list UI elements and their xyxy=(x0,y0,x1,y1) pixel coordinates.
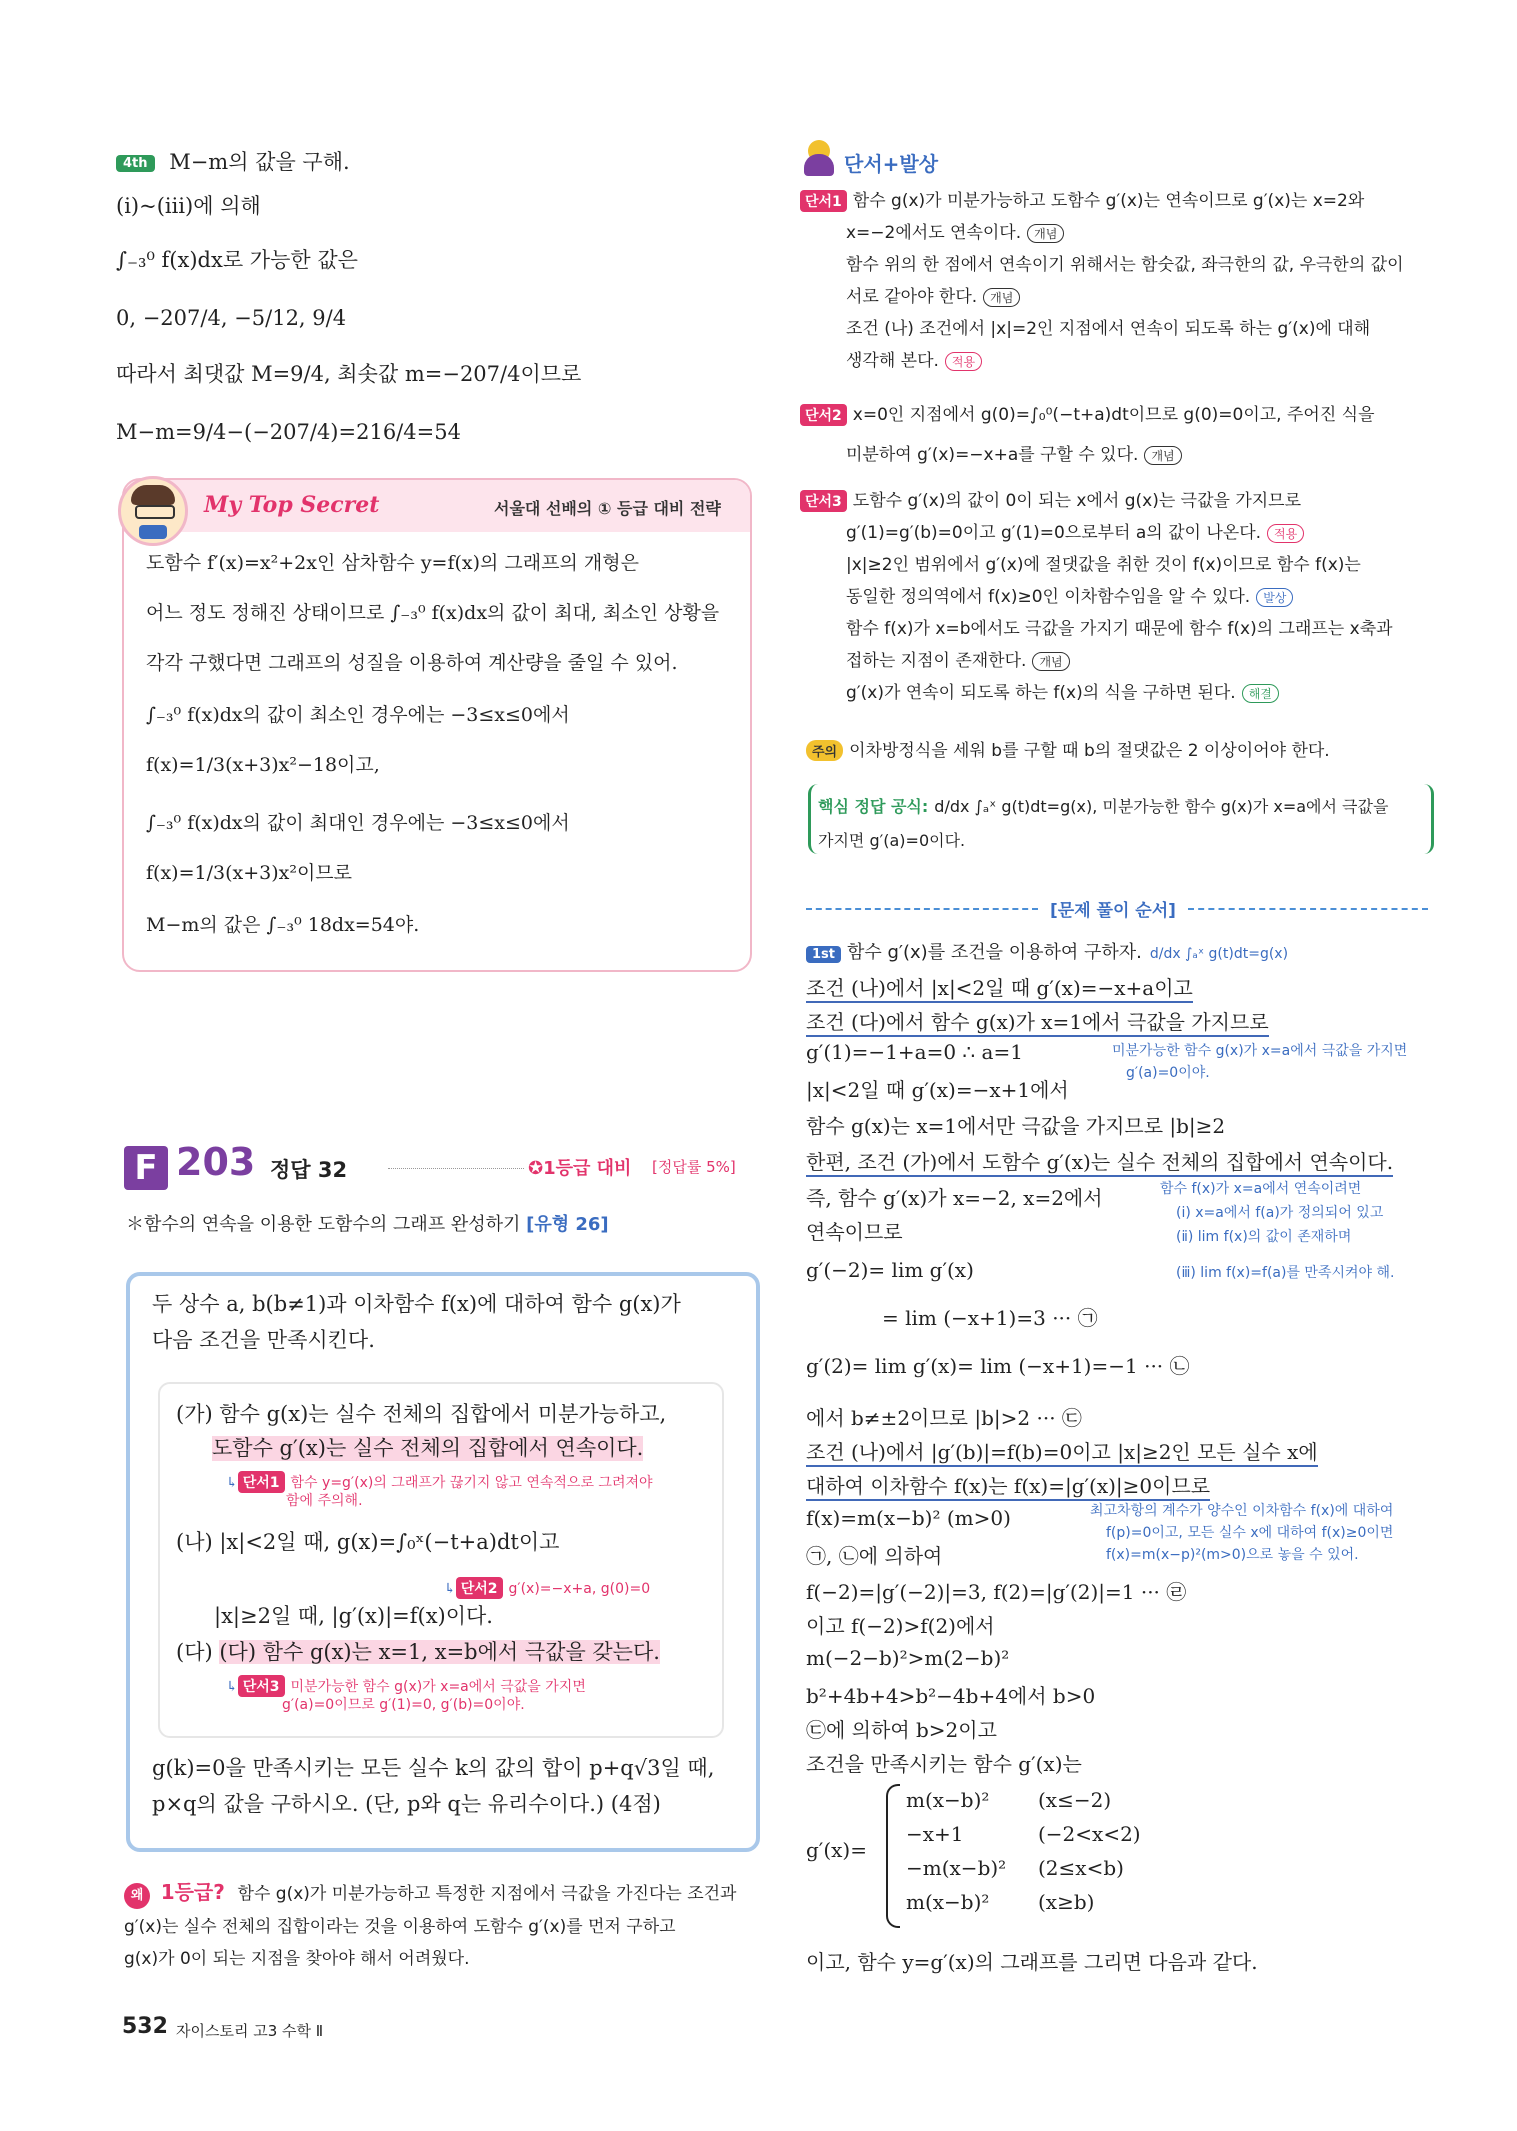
clue1-text-4: 서로 같아야 한다. xyxy=(846,287,978,307)
clue1-line-5: 조건 (나) 조건에서 |x|=2인 지점에서 연속이 되도록 하는 g′(x)에 대해 xyxy=(846,319,1371,339)
sol-line-10: = lim (−x+1)=3 ··· ㉠ xyxy=(882,1306,1098,1330)
left-line-5: M−m=9/4−(−207/4)=216/4=54 xyxy=(116,420,461,444)
secret-line-8: M−m의 값은 ∫₋₃⁰ 18dx=54야. xyxy=(146,914,420,936)
clue1-text-6: 생각해 본다. xyxy=(846,351,939,371)
problem-topic-text: ＊함수의 연속을 이용한 도함수의 그래프 완성하기 xyxy=(126,1214,521,1235)
secret-line-6: ∫₋₃⁰ f(x)dx의 값이 최대인 경우에는 −3≤x≤0에서 xyxy=(146,812,570,834)
problem-topic xyxy=(126,1210,609,1236)
problem-question-1: g(k)=0을 만족시키는 모든 실수 k의 값의 합이 p+q√3일 때, xyxy=(152,1756,715,1780)
pill-concept-2: 개념 xyxy=(983,288,1020,307)
sol-line-8: 연속이므로 xyxy=(806,1220,903,1244)
pill-concept-1: 개념 xyxy=(1027,224,1064,243)
piece-expr-1: m(x−b)² xyxy=(906,1788,990,1812)
problem-letter: F xyxy=(124,1146,168,1190)
why-header xyxy=(124,1876,736,1909)
key-line-2: 가지면 g′(a)=0이다. xyxy=(818,831,966,850)
order-title: [문제 풀이 순서] xyxy=(1050,901,1176,921)
clue2-text-1: x=0인 지점에서 g(0)=∫₀⁰(−t+a)dt이므로 g(0)=0이고, 주어진 식을 xyxy=(852,405,1375,425)
note-3-text-cont: g′(a)=0이므로 g′(1)=0, g′(b)=0이야. xyxy=(282,1697,525,1713)
sol-note-15a: 최고차항의 계수가 양수인 이차함수 f(x)에 대하여 xyxy=(1090,1503,1394,1519)
sol-text-1: 조건 (나)에서 |x|<2일 때 g′(x)=−x+a이고 xyxy=(806,976,1193,1003)
condition-da: (다) (다) 함수 g(x)는 x=1, x=b에서 극값을 갖는다. xyxy=(176,1640,660,1664)
note-1-arrow-icon: ↳ xyxy=(226,1475,238,1491)
top-secret-subtitle: 서울대 선배의 ① 등급 대비 전략 xyxy=(494,499,721,518)
note-1-text: 함수 y=g′(x)의 그래프가 끊기지 않고 연속적으로 그려져야 xyxy=(290,1475,653,1491)
pill-apply-1: 적용 xyxy=(945,352,982,371)
sol-line-9: g′(−2)= lim g′(x) xyxy=(806,1258,974,1282)
note-2-text: g′(x)=−x+a, g(0)=0 xyxy=(508,1581,651,1597)
problem-type: [유형 26] xyxy=(526,1214,609,1235)
secret-line-3: 각각 구했다면 그래프의 성질을 이용하여 계산량을 줄일 수 있어. xyxy=(146,652,678,674)
problem-question-2: p×q의 값을 구하시오. (단, p와 q는 유리수이다.) (4점) xyxy=(152,1792,661,1816)
clue3-line-2 xyxy=(846,518,1304,543)
pill-apply-2: 적용 xyxy=(1267,524,1304,543)
piece-expr-2: −x+1 xyxy=(906,1822,964,1846)
problem-level: ✪1등급 대비 xyxy=(528,1158,632,1179)
cont-note-3: (ⅱ) lim f(x)의 값이 존재하며 xyxy=(1176,1229,1352,1245)
secret-line-4: ∫₋₃⁰ f(x)dx의 값이 최소인 경우에는 −3≤x≤0에서 xyxy=(146,704,570,726)
key-text-1: d/dx ∫ₐˣ g(t)dt=g(x), 미분가능한 함수 g(x)가 x=a에서 극값을 xyxy=(934,797,1389,816)
sol-text-6: 한편, 조건 (가)에서 도함수 g′(x)는 실수 전체의 집합에서 연속이다. xyxy=(806,1150,1393,1177)
step4-badge: 4th xyxy=(116,155,155,173)
pill-concept-3: 개념 xyxy=(1144,446,1181,465)
note-3-tag: 단서3 xyxy=(238,1675,285,1697)
key-label: 핵심 정답 공식: xyxy=(818,797,929,816)
cont-note-2: (ⅰ) x=a에서 f(a)가 정의되어 있고 xyxy=(1176,1205,1384,1221)
problem-intro-2: 다음 조건을 만족시킨다. xyxy=(152,1328,375,1352)
secret-line-2: 어느 정도 정해진 상태이므로 ∫₋₃⁰ f(x)dx의 값이 최대, 최소인 상황을 xyxy=(146,602,720,624)
book-title: 자이스토리 고3 수학 Ⅱ xyxy=(176,2022,324,2040)
why-line-2: g′(x)는 실수 전체의 집합이라는 것을 이용하여 도함수 g′(x)를 먼저 구하고 xyxy=(124,1917,676,1937)
step4-text: M−m의 값을 구해. xyxy=(169,150,350,174)
clue3-line-1 xyxy=(800,486,1301,512)
left-line-3: 0, −207/4, −5/12, 9/4 xyxy=(116,306,347,330)
clue1-line-1 xyxy=(800,186,1364,212)
top-secret-box xyxy=(122,478,752,972)
sol-line-19: m(−2−b)²>m(2−b)² xyxy=(806,1646,1010,1670)
piece-expr-3: −m(x−b)² xyxy=(906,1856,1007,1880)
piecewise-lhs: g′(x)= xyxy=(806,1838,867,1862)
sol-line-16: ㉠, ㉡에 의하여 xyxy=(806,1544,943,1568)
secret-line-5: f(x)=1/3(x+3)x²−18이고, xyxy=(146,754,380,776)
clue1-line-6 xyxy=(846,346,982,371)
sol-line-18: 이고 f(−2)>f(2)에서 xyxy=(806,1614,995,1638)
clue3-line-6 xyxy=(846,646,1070,671)
clue3-tag: 단서3 xyxy=(800,490,847,512)
why-line-3: g(x)가 0이 되는 지점을 찾아야 해서 어려웠다. xyxy=(124,1949,470,1969)
sol-line-22: 조건을 만족시키는 함수 g′(x)는 xyxy=(806,1752,1082,1776)
step4-line xyxy=(116,150,350,175)
piece-cond-4: (x≥b) xyxy=(1038,1890,1095,1914)
lightbulb-icon xyxy=(804,140,834,176)
clue2-tag: 단서2 xyxy=(800,404,847,426)
clue3-line-7 xyxy=(846,678,1279,703)
caution-text: 이차방정식을 세워 b를 구할 때 b의 절댓값은 2 이상이어야 한다. xyxy=(849,741,1330,761)
clue3-line-5: 함수 f(x)가 x=b에서도 극값을 가지기 때문에 함수 f(x)의 그래프는 x축과 xyxy=(846,619,1393,639)
note-3-arrow-icon: ↳ xyxy=(226,1679,238,1695)
sol-note-3a: 미분가능한 함수 g(x)가 x=a에서 극값을 가지면 xyxy=(1112,1043,1408,1059)
caution-tag: 주의 xyxy=(806,740,843,761)
condition-na-1: (나) |x|<2일 때, g(x)=∫₀ˣ(−t+a)dt이고 xyxy=(176,1530,560,1554)
top-secret-title: My Top Secret xyxy=(204,492,380,518)
sol-line-12: 에서 b≠±2이므로 |b|>2 ··· ㉢ xyxy=(806,1406,1082,1430)
note-2-arrow-icon: ↳ xyxy=(444,1581,456,1597)
sol-step1-badge: 1st xyxy=(806,946,841,963)
problem-intro-1: 두 상수 a, b(b≠1)과 이차함수 f(x)에 대하여 함수 g(x)가 xyxy=(152,1292,681,1316)
clue1-line-2 xyxy=(846,218,1064,243)
clue2-line-2 xyxy=(846,440,1182,465)
secret-line-1: 도함수 f′(x)=x²+2x인 삼차함수 y=f(x)의 그래프의 개형은 xyxy=(146,552,639,574)
sol-line-17: f(−2)=|g′(−2)|=3, f(2)=|g′(2)|=1 ··· ㉣ xyxy=(806,1580,1187,1604)
clue3-text-4: 동일한 정의역에서 f(x)≥0인 이차함수임을 알 수 있다. xyxy=(846,587,1251,607)
pill-discovery: 발상 xyxy=(1256,588,1293,607)
sol-line-2 xyxy=(806,1006,1269,1035)
sol-text-2: 조건 (다)에서 함수 g(x)가 x=1에서 극값을 가지므로 xyxy=(806,1010,1269,1037)
mascot-avatar-icon xyxy=(118,476,188,546)
clue1-tag: 단서1 xyxy=(800,190,847,212)
clue-header: 단서+발상 xyxy=(844,152,939,176)
key-line-1 xyxy=(818,794,1388,817)
condition-ga-2: 도함수 g′(x)는 실수 전체의 집합에서 연속이다. xyxy=(212,1436,644,1460)
piece-cond-1: (x≤−2) xyxy=(1038,1788,1112,1812)
piece-expr-4: m(x−b)² xyxy=(906,1890,990,1914)
note-1-text-cont: 함에 주의해. xyxy=(286,1493,363,1509)
note-3-text: 미분가능한 함수 g(x)가 x=a에서 극값을 가지면 xyxy=(290,1679,586,1695)
problem-header-dots xyxy=(388,1168,524,1169)
pill-concept-4: 개념 xyxy=(1032,652,1069,671)
clue1-text-1: 함수 g(x)가 미분가능하고 도함수 g′(x)는 연속이므로 g′(x)는 x=2와 xyxy=(852,191,1365,211)
why-title: 1등급? xyxy=(160,1880,225,1904)
sol-line-1 xyxy=(806,972,1193,1001)
clue3-text-2: g′(1)=g′(b)=0이고 g′(1)=0으로부터 a의 값이 나온다. xyxy=(846,523,1262,543)
sol-line-21: ㉢에 의하여 b>2이고 xyxy=(806,1718,997,1742)
sol-step1-text: 함수 g′(x)를 조건을 이용하여 구하자. xyxy=(847,942,1142,963)
sol-line-15: f(x)=m(x−b)² (m>0) xyxy=(806,1506,1011,1530)
clue3-line-4 xyxy=(846,582,1293,607)
sol-line-14 xyxy=(806,1470,1210,1499)
secret-line-7: f(x)=1/3(x+3)x²이므로 xyxy=(146,862,353,884)
sol-line-6 xyxy=(806,1146,1393,1175)
clue3-text-6: 접하는 지점이 존재한다. xyxy=(846,651,1027,671)
clue1-line-3: 함수 위의 한 점에서 연속이기 위해서는 함숫값, 좌극한의 값, 우극한의 값이 xyxy=(846,255,1404,275)
note-1-tag: 단서1 xyxy=(238,1471,285,1493)
sol-line-3: g′(1)=−1+a=0 ∴ a=1 xyxy=(806,1040,1023,1064)
sol-line-11: g′(2)= lim g′(x)= lim (−x+1)=−1 ··· ㉡ xyxy=(806,1354,1190,1378)
note-2-tag: 단서2 xyxy=(456,1577,503,1599)
clue1-line-4 xyxy=(846,282,1020,307)
sol-note-15b: f(p)=0이고, 모든 실수 x에 대하여 f(x)≥0이면 xyxy=(1106,1525,1394,1541)
pill-solve: 해결 xyxy=(1242,684,1279,703)
piecewise-brace xyxy=(886,1784,900,1928)
clue3-line-3: |x|≥2인 범위에서 g′(x)에 절댓값을 취한 것이 f(x)이므로 함수 f(x)는 xyxy=(846,555,1361,575)
sol-line-20: b²+4b+4>b²−4b+4에서 b>0 xyxy=(806,1684,1096,1708)
sol-note-3b: g′(a)=0이야. xyxy=(1126,1065,1210,1081)
cont-note-1: 함수 f(x)가 x=a에서 연속이려면 xyxy=(1160,1181,1362,1197)
caution-line xyxy=(806,736,1330,761)
order-dash-left xyxy=(806,908,1038,910)
condition-ga-1: (가) 함수 g(x)는 실수 전체의 집합에서 미분가능하고, xyxy=(176,1402,667,1426)
clue1-text-2: x=−2에서도 연속이다. xyxy=(846,223,1022,243)
why-badge: 왜 xyxy=(124,1883,150,1909)
sol-text-14: 대하여 이차함수 f(x)는 f(x)=|g′(x)|≥0이므로 xyxy=(806,1474,1210,1501)
why-line-1: 함수 g(x)가 미분가능하고 특정한 지점에서 극값을 가진다는 조건과 xyxy=(237,1884,737,1904)
cont-note-4: (ⅲ) lim f(x)=f(a)를 만족시켜야 해. xyxy=(1176,1265,1395,1281)
sol-line-5: 함수 g(x)는 x=1에서만 극값을 가지므로 |b|≥2 xyxy=(806,1114,1226,1138)
problem-number: 203 xyxy=(176,1140,256,1184)
sol-line-4: |x|<2일 때 g′(x)=−x+1에서 xyxy=(806,1078,1069,1102)
page-number: 532 xyxy=(122,2014,168,2039)
sol-step1-note: d/dx ∫ₐˣ g(t)dt=g(x) xyxy=(1149,946,1289,962)
problem-answer: 정답 32 xyxy=(270,1158,348,1182)
condition-na-2: |x|≥2일 때, |g′(x)|=f(x)이다. xyxy=(214,1604,493,1628)
piece-cond-2: (−2<x<2) xyxy=(1038,1822,1141,1846)
clue3-text-7: g′(x)가 연속이 되도록 하는 f(x)의 식을 구하면 된다. xyxy=(846,683,1236,703)
left-line-2: ∫₋₃⁰ f(x)dx로 가능한 값은 xyxy=(116,248,358,272)
clue2-line-1 xyxy=(800,400,1375,426)
piece-cond-3: (2≤x<b) xyxy=(1038,1856,1124,1880)
sol-text-13: 조건 (나)에서 |g′(b)|=f(b)=0이고 |x|≥2인 모든 실수 x에 xyxy=(806,1440,1318,1467)
left-line-4: 따라서 최댓값 M=9/4, 최솟값 m=−207/4이므로 xyxy=(116,362,582,386)
sol-line-7: 즉, 함수 g′(x)가 x=−2, x=2에서 xyxy=(806,1186,1103,1210)
condition-da-text: (다) 함수 g(x)는 x=1, x=b에서 극값을 갖는다. xyxy=(219,1640,660,1664)
sol-note-15c: f(x)=m(x−p)²(m>0)으로 놓을 수 있어. xyxy=(1106,1547,1359,1563)
sol-line-23: 이고, 함수 y=g′(x)의 그래프를 그리면 다음과 같다. xyxy=(806,1950,1258,1974)
sol-step1 xyxy=(806,938,1288,964)
sol-line-13 xyxy=(806,1436,1318,1465)
order-dash-right xyxy=(1188,908,1428,910)
clue2-text-2: 미분하여 g′(x)=−x+a를 구할 수 있다. xyxy=(846,445,1139,465)
left-line-1: (ⅰ)~(ⅲ)에 의해 xyxy=(116,194,261,218)
note-2 xyxy=(444,1574,650,1599)
clue3-text-1: 도함수 g′(x)의 값이 0이 되는 x에서 g(x)는 극값을 가지므로 xyxy=(852,491,1302,511)
problem-rate: [정답률 5%] xyxy=(652,1158,736,1176)
